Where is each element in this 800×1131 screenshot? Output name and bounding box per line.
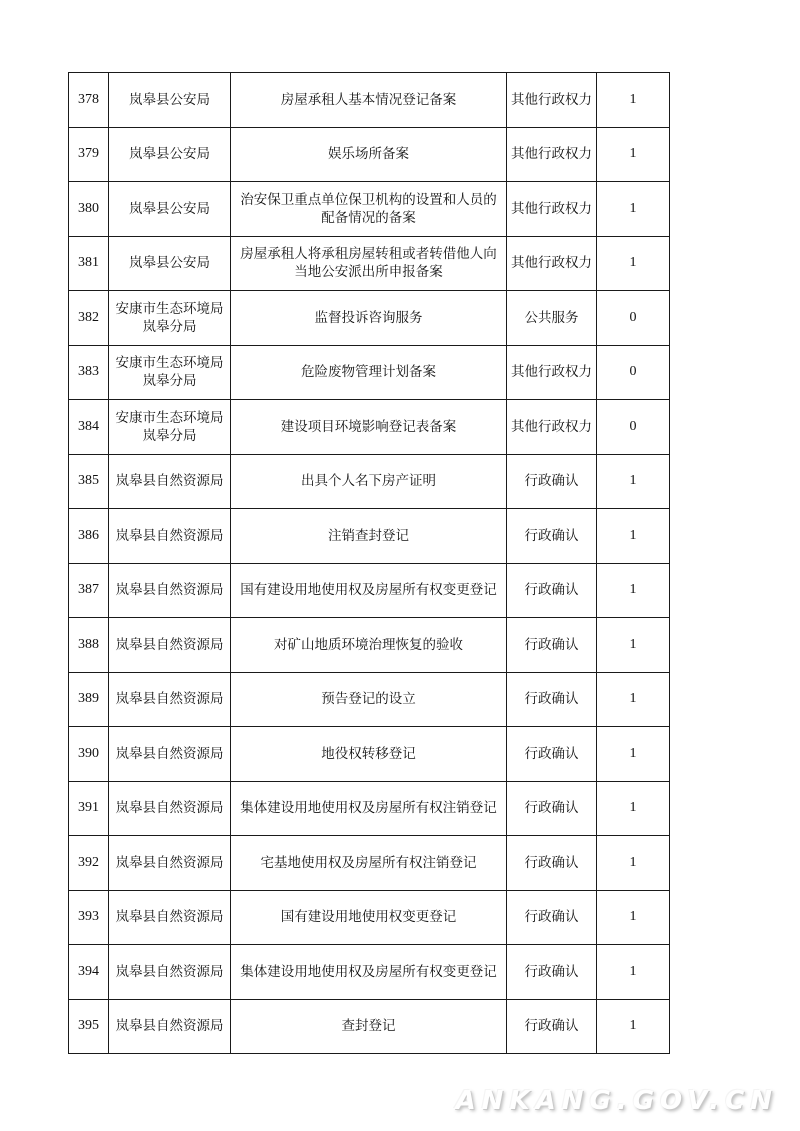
count-cell: 1	[597, 563, 670, 618]
power-type-cell: 行政确认	[507, 618, 597, 673]
power-type-cell: 其他行政权力	[507, 345, 597, 400]
row-number-cell: 389	[69, 672, 109, 727]
table-body	[69, 73, 670, 1054]
item-name-cell: 治安保卫重点单位保卫机构的设置和人员的配备情况的备案	[231, 182, 507, 237]
item-name-cell: 娱乐场所备案	[231, 127, 507, 182]
department-cell: 岚皋县公安局	[109, 182, 231, 237]
row-number-cell: 393	[69, 890, 109, 945]
power-type-cell: 公共服务	[507, 291, 597, 346]
item-name-cell: 集体建设用地使用权及房屋所有权注销登记	[231, 781, 507, 836]
power-type-cell: 其他行政权力	[507, 182, 597, 237]
count-cell: 1	[597, 890, 670, 945]
department-cell: 岚皋县自然资源局	[109, 618, 231, 673]
table-row	[69, 291, 670, 346]
department-cell: 岚皋县公安局	[109, 236, 231, 291]
table-row	[69, 999, 670, 1054]
row-number-cell: 383	[69, 345, 109, 400]
table-row	[69, 400, 670, 455]
department-cell: 岚皋县自然资源局	[109, 836, 231, 891]
row-number-cell: 387	[69, 563, 109, 618]
count-cell: 1	[597, 836, 670, 891]
table-row	[69, 182, 670, 237]
count-cell: 1	[597, 73, 670, 128]
department-cell: 岚皋县自然资源局	[109, 999, 231, 1054]
item-name-cell: 查封登记	[231, 999, 507, 1054]
department-cell: 岚皋县自然资源局	[109, 509, 231, 564]
power-type-cell: 行政确认	[507, 727, 597, 782]
row-number-cell: 385	[69, 454, 109, 509]
table-row	[69, 73, 670, 128]
row-number-cell: 381	[69, 236, 109, 291]
count-cell: 1	[597, 781, 670, 836]
count-cell: 1	[597, 945, 670, 1000]
row-number-cell: 380	[69, 182, 109, 237]
power-type-cell: 行政确认	[507, 454, 597, 509]
power-type-cell: 行政确认	[507, 836, 597, 891]
row-number-cell: 394	[69, 945, 109, 1000]
count-cell: 1	[597, 999, 670, 1054]
department-cell: 岚皋县自然资源局	[109, 727, 231, 782]
item-name-cell: 注销查封登记	[231, 509, 507, 564]
power-type-cell: 其他行政权力	[507, 73, 597, 128]
item-name-cell: 房屋承租人基本情况登记备案	[231, 73, 507, 128]
row-number-cell: 378	[69, 73, 109, 128]
item-name-cell: 宅基地使用权及房屋所有权注销登记	[231, 836, 507, 891]
table-row	[69, 345, 670, 400]
department-cell: 安康市生态环境局岚皋分局	[109, 345, 231, 400]
department-cell: 岚皋县自然资源局	[109, 454, 231, 509]
site-watermark: ANKANG.GOV.CN	[455, 1086, 778, 1116]
department-cell: 岚皋县自然资源局	[109, 945, 231, 1000]
item-name-cell: 对矿山地质环境治理恢复的验收	[231, 618, 507, 673]
table-row	[69, 618, 670, 673]
item-name-cell: 房屋承租人将承租房屋转租或者转借他人向当地公安派出所申报备案	[231, 236, 507, 291]
item-name-cell: 建设项目环境影响登记表备案	[231, 400, 507, 455]
table-row	[69, 945, 670, 1000]
item-name-cell: 危险废物管理计划备案	[231, 345, 507, 400]
count-cell: 0	[597, 291, 670, 346]
count-cell: 1	[597, 727, 670, 782]
table-row	[69, 509, 670, 564]
item-name-cell: 地役权转移登记	[231, 727, 507, 782]
table-row	[69, 236, 670, 291]
power-type-cell: 其他行政权力	[507, 127, 597, 182]
item-name-cell: 出具个人名下房产证明	[231, 454, 507, 509]
item-name-cell: 国有建设用地使用权及房屋所有权变更登记	[231, 563, 507, 618]
power-type-cell: 行政确认	[507, 509, 597, 564]
row-number-cell: 384	[69, 400, 109, 455]
count-cell: 1	[597, 509, 670, 564]
row-number-cell: 386	[69, 509, 109, 564]
department-cell: 安康市生态环境局岚皋分局	[109, 291, 231, 346]
department-cell: 安康市生态环境局岚皋分局	[109, 400, 231, 455]
count-cell: 1	[597, 127, 670, 182]
item-name-cell: 国有建设用地使用权变更登记	[231, 890, 507, 945]
department-cell: 岚皋县自然资源局	[109, 672, 231, 727]
power-type-cell: 行政确认	[507, 945, 597, 1000]
table-row	[69, 563, 670, 618]
power-type-cell: 行政确认	[507, 781, 597, 836]
count-cell: 0	[597, 345, 670, 400]
department-cell: 岚皋县公安局	[109, 127, 231, 182]
row-number-cell: 392	[69, 836, 109, 891]
row-number-cell: 390	[69, 727, 109, 782]
power-type-cell: 行政确认	[507, 999, 597, 1054]
count-cell: 1	[597, 182, 670, 237]
count-cell: 1	[597, 454, 670, 509]
power-type-cell: 其他行政权力	[507, 236, 597, 291]
table-row	[69, 454, 670, 509]
department-cell: 岚皋县自然资源局	[109, 890, 231, 945]
department-cell: 岚皋县自然资源局	[109, 781, 231, 836]
row-number-cell: 388	[69, 618, 109, 673]
count-cell: 1	[597, 236, 670, 291]
row-number-cell: 382	[69, 291, 109, 346]
table-row	[69, 727, 670, 782]
item-name-cell: 预告登记的设立	[231, 672, 507, 727]
table-row	[69, 890, 670, 945]
count-cell: 1	[597, 672, 670, 727]
power-type-cell: 行政确认	[507, 563, 597, 618]
table-row	[69, 672, 670, 727]
power-type-cell: 行政确认	[507, 672, 597, 727]
count-cell: 1	[597, 618, 670, 673]
item-name-cell: 监督投诉咨询服务	[231, 291, 507, 346]
row-number-cell: 391	[69, 781, 109, 836]
power-list-table	[68, 72, 670, 1054]
row-number-cell: 395	[69, 999, 109, 1054]
table-row	[69, 836, 670, 891]
department-cell: 岚皋县公安局	[109, 73, 231, 128]
table-row	[69, 127, 670, 182]
power-type-cell: 行政确认	[507, 890, 597, 945]
department-cell: 岚皋县自然资源局	[109, 563, 231, 618]
count-cell: 0	[597, 400, 670, 455]
table-row	[69, 781, 670, 836]
row-number-cell: 379	[69, 127, 109, 182]
power-type-cell: 其他行政权力	[507, 400, 597, 455]
item-name-cell: 集体建设用地使用权及房屋所有权变更登记	[231, 945, 507, 1000]
